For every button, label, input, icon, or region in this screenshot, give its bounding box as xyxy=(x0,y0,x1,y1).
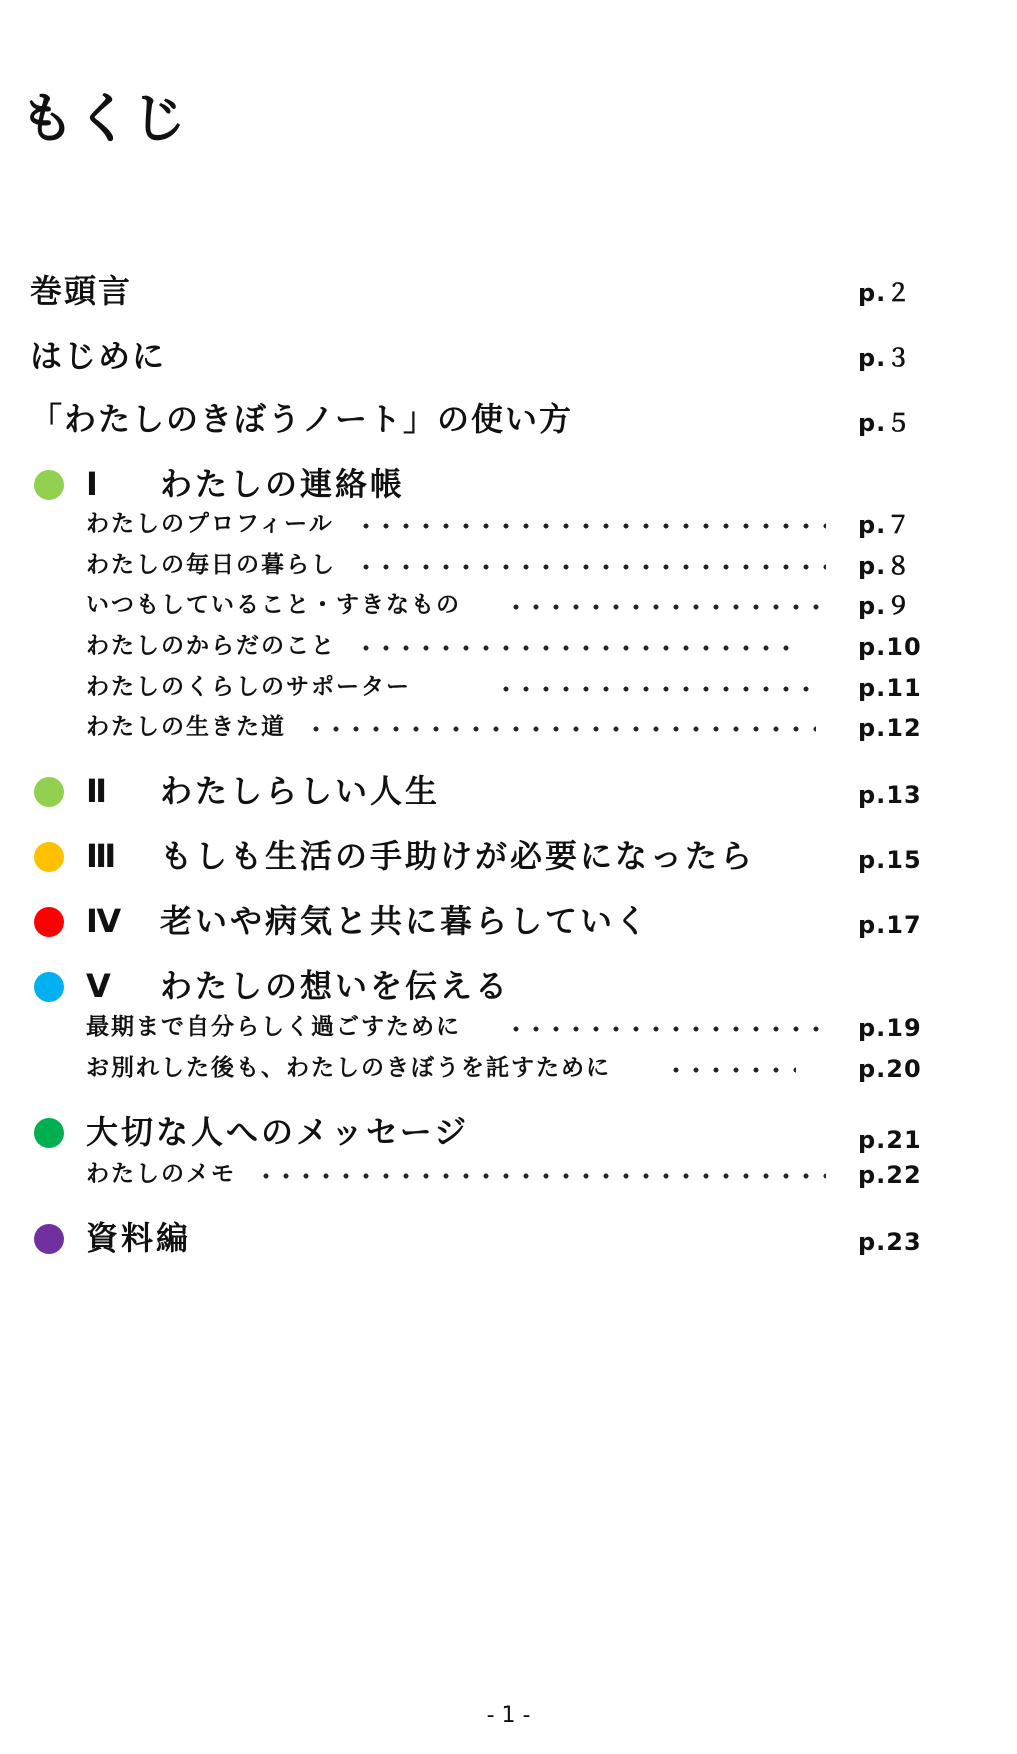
dot-leader xyxy=(356,645,796,651)
toc-subentry-label: わたしのくらしのサポーター xyxy=(86,674,411,700)
blue-dot-icon xyxy=(34,972,64,1002)
green-dot-icon xyxy=(34,470,64,500)
section-number: Ⅳ xyxy=(86,902,122,940)
page-number: p.10 xyxy=(858,633,922,661)
page-number: p.19 xyxy=(858,1014,922,1042)
page-number: p.５ xyxy=(858,409,912,437)
toc-subentry-label: わたしの生きた道 xyxy=(86,714,286,740)
section-title: 資料編 xyxy=(86,1219,192,1257)
page-number: p.３ xyxy=(858,344,912,372)
page-number: p.11 xyxy=(858,674,922,702)
section-number: Ⅰ xyxy=(86,465,98,503)
toc-subentry-label: いつもしていること・すきなもの xyxy=(86,592,461,618)
toc-subentry-label: わたしのからだのこと xyxy=(86,633,336,659)
dot-leader xyxy=(506,604,826,610)
section-number: Ⅲ xyxy=(86,837,117,875)
dot-leader xyxy=(666,1067,796,1073)
section-number: Ⅴ xyxy=(86,967,111,1005)
page-number: p.22 xyxy=(858,1161,922,1189)
red-dot-icon xyxy=(34,907,64,937)
toc-entry-label: 巻頭言 xyxy=(30,272,133,310)
page-title: もくじ xyxy=(20,87,188,150)
yellow-dot-icon xyxy=(34,842,64,872)
page-number: p.２ xyxy=(858,279,912,307)
green-dot-icon xyxy=(34,777,64,807)
page-footer: - 1 - xyxy=(486,1703,531,1728)
page-number: p.13 xyxy=(858,781,922,809)
section-title: わたしの想いを伝える xyxy=(160,967,511,1005)
section-title: 老いや病気と共に暮らしていく xyxy=(160,902,651,940)
toc-entry-label: はじめに xyxy=(30,337,167,375)
page-number: p.23 xyxy=(858,1228,922,1256)
dot-leader xyxy=(496,686,816,692)
toc-subentry-label: お別れした後も、わたしのきぼうを託すために xyxy=(86,1055,611,1081)
toc-subentry-label: わたしのメモ xyxy=(86,1161,236,1187)
dot-leader xyxy=(256,1173,826,1179)
purple-dot-icon xyxy=(34,1224,64,1254)
dot-leader xyxy=(356,564,826,570)
page-number: p.21 xyxy=(858,1126,922,1154)
toc-entry-label: 「わたしのきぼうノート」の使い方 xyxy=(30,400,574,438)
page-number: p.20 xyxy=(858,1055,922,1083)
page-number: p.７ xyxy=(858,511,912,539)
page-number: p.17 xyxy=(858,911,922,939)
section-title: わたしらしい人生 xyxy=(160,772,441,810)
page-number: p.12 xyxy=(858,714,922,742)
toc-subentry-label: わたしのプロフィール xyxy=(86,511,334,537)
section-number: Ⅱ xyxy=(86,772,108,810)
toc-subentry-label: わたしの毎日の暮らし xyxy=(86,552,336,578)
dot-leader xyxy=(356,523,826,529)
section-title: 大切な人へのメッセージ xyxy=(86,1113,470,1151)
section-title: わたしの連絡帳 xyxy=(160,465,406,503)
dot-leader xyxy=(506,1026,826,1032)
green-dot-icon xyxy=(34,1118,64,1148)
section-title: もしも生活の手助けが必要になったら xyxy=(160,837,756,875)
dot-leader xyxy=(306,726,816,732)
page-number: p.15 xyxy=(858,846,922,874)
page-number: p.８ xyxy=(858,552,912,580)
page-number: p.９ xyxy=(858,592,912,620)
toc-subentry-label: 最期まで自分らしく過ごすために xyxy=(86,1014,461,1040)
